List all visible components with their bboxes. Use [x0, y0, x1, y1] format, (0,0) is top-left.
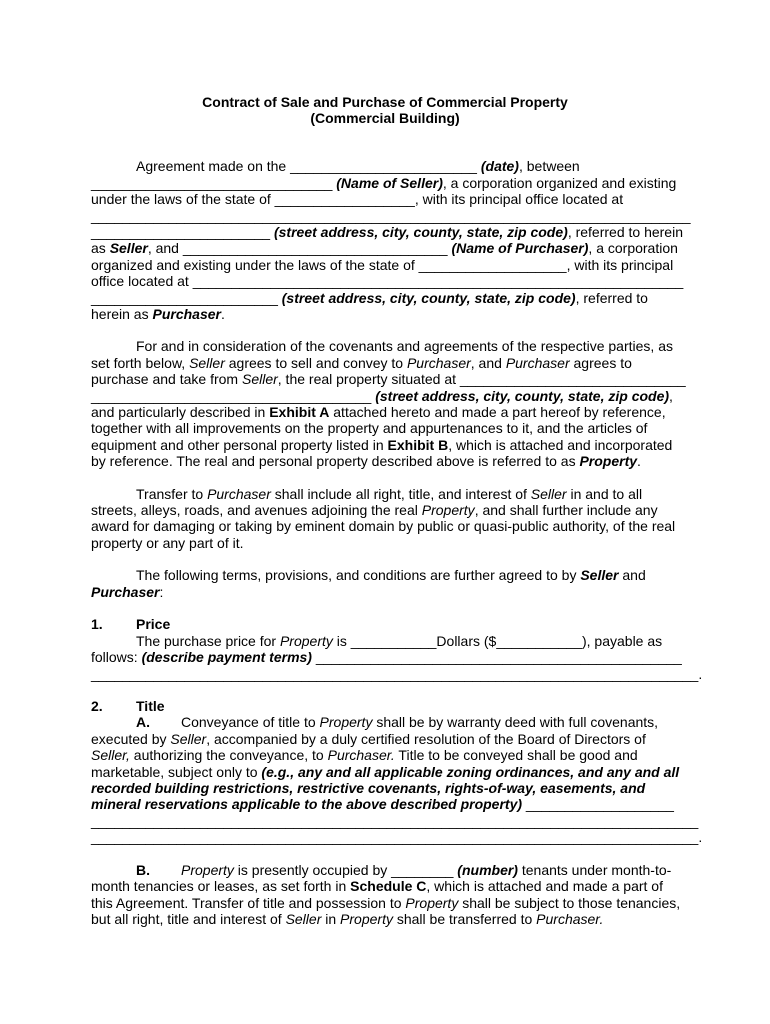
subsection-label: A. [136, 714, 150, 730]
text-line: equipment and other personal property listed in Exhibit B, which is attached and incorporated [91, 437, 673, 453]
text-line: and particularly described in Exhibit A attached hereto and made a part hereof by reference, [91, 404, 666, 420]
text-line: Agreement made on the ________________________ (date), between [136, 158, 580, 174]
text-line: organized and existing under the laws of the state of ___________________, with its principal [91, 257, 674, 273]
text-line: under the laws of the state of __________________, with its principal office located at [91, 191, 624, 207]
text-line: recorded building restrictions, restrictive covenants, rights-of-way, easements, and [91, 780, 646, 796]
text-line: For and in consideration of the covenants and agreements of the respective parties, as [136, 338, 673, 354]
text-line: ______________________________________________________________________________ [91, 813, 699, 829]
text-line: mineral reservations applicable to the above described property) ___________________ [91, 796, 674, 812]
text-line: but all right, title and interest of Seller in Property shall be transferred to Purchaser. [91, 911, 604, 927]
text-line: ____________________________________ (street address, city, county, state, zip code), [91, 388, 673, 404]
text-line: _______________________ (street address, city, county, state, zip code), referred to herein [91, 224, 683, 240]
text-line: together with all improvements on the property and appurtenances to it, and the articles of [91, 420, 648, 436]
text-line: streets, alleys, roads, and avenues adjoining the real Property, and shall further include any [91, 502, 658, 518]
text-line: executed by Seller, accompanied by a duly certified resolution of the Board of Directors of [91, 731, 646, 747]
text-line: follows: (describe payment terms) _______________________________________________ [91, 649, 682, 665]
section-number: 2. [91, 698, 103, 714]
text-line: award for damaging or taking by eminent domain by public or quasi-public authority, of the real [91, 518, 676, 534]
text-line: Purchaser: [91, 584, 164, 600]
text-line: set forth below, Seller agrees to sell and convey to Purchaser, and Purchaser agrees to [91, 355, 632, 371]
document-title: Contract of Sale and Purchase of Commercial Property [202, 94, 568, 110]
text-line: ______________________________________________________________________________. [91, 829, 703, 845]
text-line: this Agreement. Transfer of title and possession to Property shall be subject to those tenancies, [91, 895, 681, 911]
section-heading: Title [136, 698, 165, 714]
text-line: _______________________________ (Name of Seller), a corporation organized and existing [91, 175, 677, 191]
section-number: 1. [91, 616, 103, 632]
text-line: ________________________ (street address, city, county, state, zip code), referred to [91, 290, 648, 306]
section-heading: Price [136, 616, 171, 632]
text-line: office located at _______________________________________________________________ [91, 273, 684, 289]
text-line: month tenancies or leases, as set forth in Schedule C, which is attached and made a part of [91, 878, 663, 894]
text-line: Seller, authorizing the conveyance, to Purchaser. Title to be conveyed shall be good and [91, 747, 638, 763]
text-line: property or any part of it. [91, 535, 244, 551]
text-line: The following terms, provisions, and conditions are further agreed to by Seller and [136, 567, 646, 583]
text-line: by reference. The real and personal property described above is referred to as Property. [91, 453, 641, 469]
text-line: The purchase price for Property is ___________Dollars ($___________), payable as [136, 633, 663, 649]
text-line: as Seller, and __________________________________ (Name of Purchaser), a corporation [91, 240, 678, 256]
text-line: ______________________________________________________________________________. [91, 666, 703, 682]
document-subtitle: (Commercial Building) [310, 110, 460, 126]
text-line: herein as Purchaser. [91, 306, 225, 322]
text-line: Property is presently occupied by ________ (number) tenants under month-to- [181, 862, 672, 878]
text-line: _____________________________________________________________________________ [91, 208, 691, 224]
text-line: Transfer to Purchaser shall include all right, title, and interest of Seller in and to all [136, 486, 643, 502]
text-line: purchase and take from Seller, the real property situated at _____________________________ [91, 371, 686, 387]
text-line: Conveyance of title to Property shall be by warranty deed with full covenants, [181, 714, 659, 730]
subsection-label: B. [136, 862, 150, 878]
text-line: marketable, subject only to (e.g., any and all applicable zoning ordinances, and any and all [91, 764, 680, 780]
